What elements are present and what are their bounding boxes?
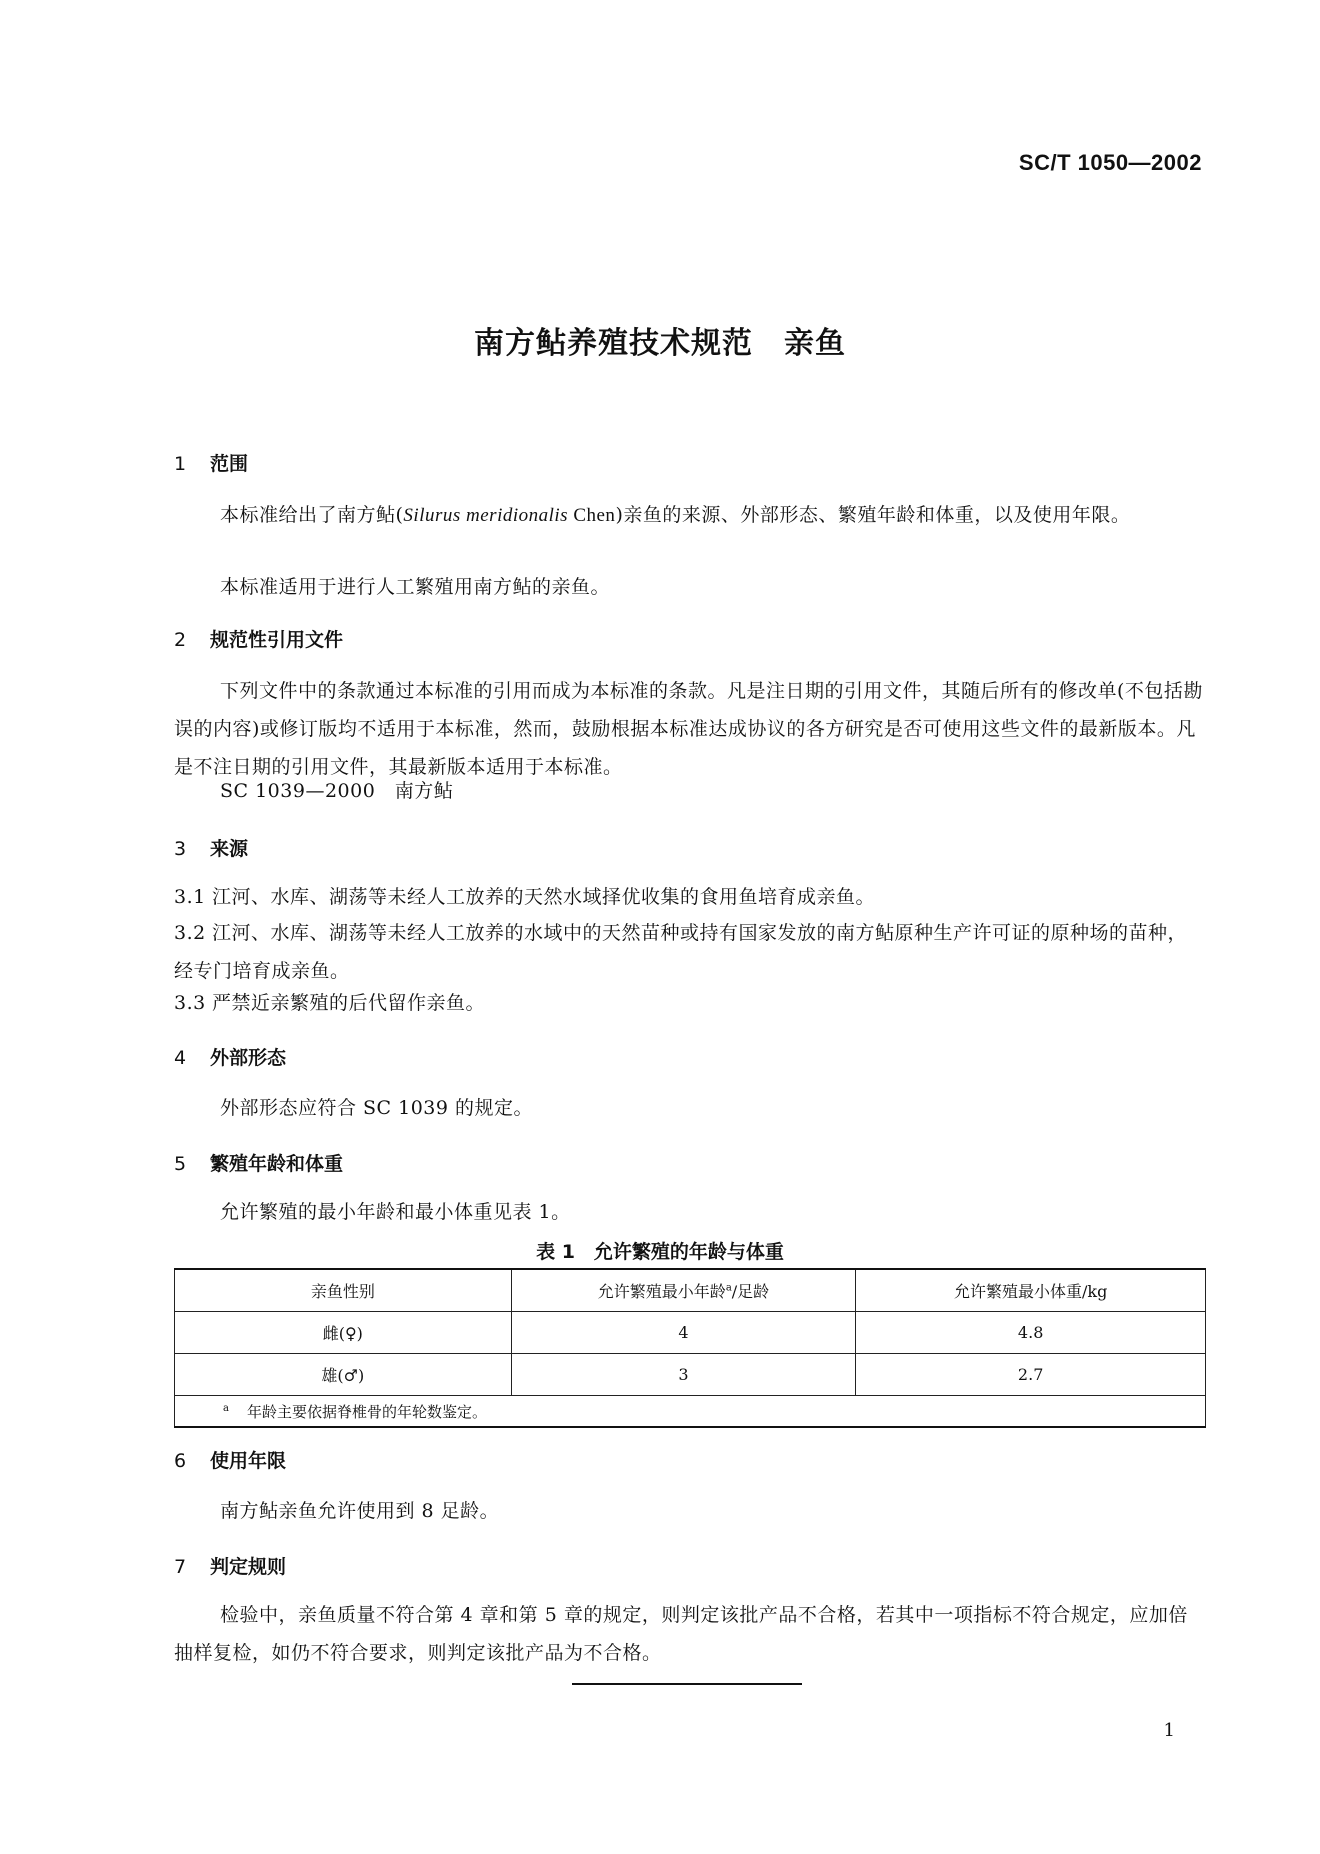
section-5-paragraph-1: 允许繁殖的最小年龄和最小体重见表 1。 [220,1201,571,1223]
cell-sex: 雄(♂) [175,1354,512,1396]
section-6-heading [174,1446,286,1473]
column-header-min-age: 允许繁殖最小年龄$^a$/足龄 [511,1269,856,1312]
cell-min-age: 3 [511,1354,856,1396]
table-row [175,1312,1206,1354]
page-number: 1 [1163,1720,1175,1741]
column-header-min-weight: 允许繁殖最小体重/kg [856,1269,1206,1312]
section-title: 范围 [210,453,249,475]
section-number: 5 [174,1153,187,1175]
standard-number: SC/T 1050—2002 [1018,150,1202,175]
table-caption: 表 1 允许繁殖的年龄与体重 [536,1241,784,1263]
section-title: 使用年限 [210,1450,287,1472]
section-7-heading [174,1552,286,1579]
cell-min-weight: 2.7 [856,1354,1206,1396]
section-title: 外部形态 [210,1047,287,1069]
section-2-paragraph-1: 下列文件中的条款通过本标准的引用而成为本标准的条款。凡是注日期的引用文件，其随后所有的修改单(不包括勘误的内容)或修订版均不适用于本标准，然而，鼓励根据本标准达成协议的各方研究是否可使用这些文件的最新版本。凡是不注日期的引用文件，其最新版本适用于本标准。 [174,680,1203,778]
cell-min-age: 4 [511,1312,856,1354]
table-header-row [175,1269,1206,1312]
section-number: 6 [174,1450,187,1472]
section-number: 7 [174,1556,187,1578]
column-header-sex: 亲鱼性别 [175,1269,512,1312]
document-title: 南方鲇养殖技术规范 亲鱼 [474,326,846,361]
section-1-heading [174,449,248,476]
section-1-paragraph-2: 本标准适用于进行人工繁殖用南方鲇的亲鱼。 [220,576,611,598]
species-latin-name: Silurus meridionalis [403,505,569,526]
cell-min-weight: 4.8 [856,1312,1206,1354]
section-number: 2 [174,629,187,651]
section-title: 繁殖年龄和体重 [210,1153,344,1175]
breeding-table [174,1268,1206,1428]
normative-reference: SC 1039—2000 南方鲇 [220,780,454,802]
cell-sex: 雌(♀) [175,1312,512,1354]
section-1-paragraph-1: 本标准给出了南方鲇(Silurus meridionalis Chen)亲鱼的来源、外部形态、繁殖年龄和体重，以及使用年限。 [220,504,1131,526]
section-6-paragraph-1: 南方鲇亲鱼允许使用到 8 足龄。 [220,1500,500,1522]
section-number: 4 [174,1047,187,1069]
section-3-heading [174,834,248,861]
section-4-paragraph-1: 外部形态应符合 SC 1039 的规定。 [220,1097,534,1119]
section-title: 来源 [210,838,249,860]
table-row [175,1354,1206,1396]
footnote-marker: a [725,1282,732,1294]
section-5-heading [174,1149,343,1176]
end-rule [572,1683,802,1685]
table-note-row [175,1396,1206,1428]
footnote-marker: a [223,1402,229,1414]
section-title: 规范性引用文件 [210,629,344,651]
section-number: 1 [174,453,187,475]
section-title: 判定规则 [210,1556,287,1578]
clause-3-3: 3.3 严禁近亲繁殖的后代留作亲鱼。 [174,992,486,1014]
section-4-heading [174,1043,286,1070]
section-2-heading [174,625,343,652]
clause-3-2: 3.2 江河、水库、湖荡等未经人工放养的水域中的天然苗种或持有国家发放的南方鲇原种生产许可证的原种场的苗种，经专门培育成亲鱼。 [174,922,1188,982]
table-footnote: $^a$ 年龄主要依据脊椎骨的年轮数鉴定。 [175,1396,1206,1428]
section-7-paragraph-1: 检验中，亲鱼质量不符合第 4 章和第 5 章的规定，则判定该批产品不合格，若其中一项指标不符合规定，应加倍抽样复检，如仍不符合要求，则判定该批产品为不合格。 [174,1604,1188,1664]
section-number: 3 [174,838,187,860]
clause-3-1: 3.1 江河、水库、湖荡等未经人工放养的天然水域择优收集的食用鱼培育成亲鱼。 [174,886,876,908]
